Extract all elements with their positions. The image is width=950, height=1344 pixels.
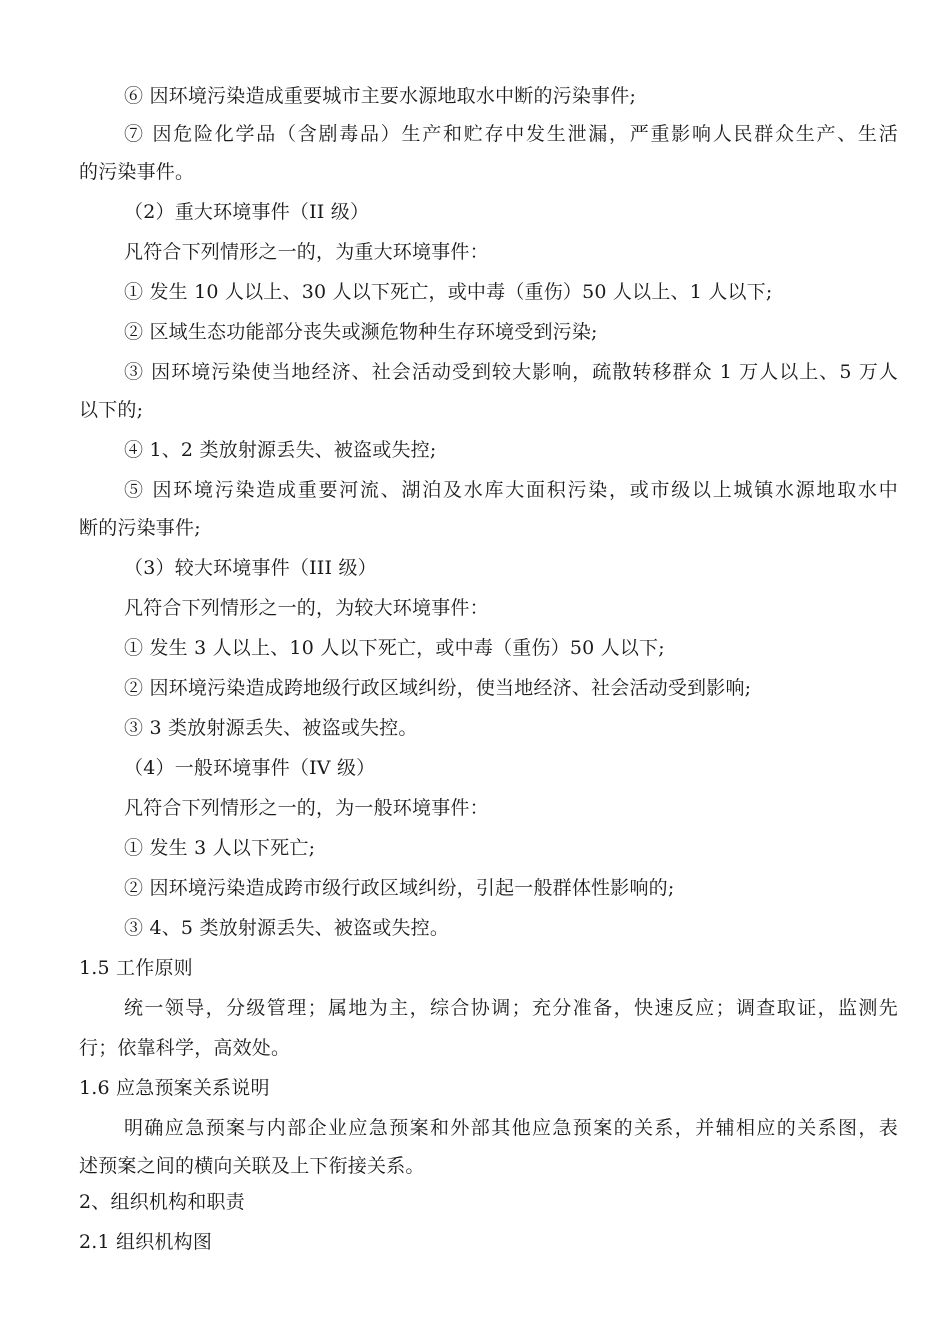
text-line-9: 以下的; <box>79 399 144 421</box>
text-line-14: 凡符合下列情形之一的，为较大环境事件： <box>124 597 489 619</box>
text-line-15: ① 发生 3 人以上、10 人以下死亡，或中毒（重伤）50 人以下; <box>124 637 665 659</box>
text-line-19: 凡符合下列情形之一的，为一般环境事件： <box>124 797 489 819</box>
text-line-17: ③ 3 类放射源丢失、被盗或失控。 <box>124 717 418 739</box>
text-line-27: 明确应急预案与内部企业应急预案和外部其他应急预案的关系，并辅相应的关系图，表 <box>124 1117 898 1139</box>
section-heading-2: 2、组织机构和职责 <box>79 1191 245 1213</box>
text-line-20: ① 发生 3 人以下死亡; <box>124 837 316 859</box>
text-line-16: ② 因环境污染造成跨地级行政区域纠纷，使当地经济、社会活动受到影响; <box>124 677 752 699</box>
text-line-10: ④ 1、2 类放射源丢失、被盗或失控; <box>124 439 437 461</box>
text-line-21: ② 因环境污染造成跨市级行政区域纠纷，引起一般群体性影响的; <box>124 877 675 899</box>
text-line-6: ① 发生 10 人以上、30 人以下死亡，或中毒（重伤）50 人以上、1 人以下; <box>124 281 773 303</box>
text-line-24: 统一领导，分级管理；属地为主，综合协调；充分准备，快速反应；调查取证，监测先 <box>124 997 898 1019</box>
section-heading-larger: （3）较大环境事件（III 级） <box>124 557 377 579</box>
text-line-12: 断的污染事件; <box>79 517 201 539</box>
section-heading-general: （4）一般环境事件（IV 级） <box>124 757 376 779</box>
section-heading-1-6: 1.6 应急预案关系说明 <box>79 1077 270 1099</box>
text-line-22: ③ 4、5 类放射源丢失、被盗或失控。 <box>124 917 450 939</box>
text-line-8: ③ 因环境污染使当地经济、社会活动受到较大影响，疏散转移群众 1 万人以上、5 万人 <box>124 361 898 383</box>
text-line-7: ② 区域生态功能部分丧失或濒危物种生存环境受到污染; <box>124 321 598 343</box>
text-line-1: ⑥ 因环境污染造成重要城市主要水源地取水中断的污染事件; <box>124 85 637 107</box>
text-line-11: ⑤ 因环境污染造成重要河流、湖泊及水库大面积污染，或市级以上城镇水源地取水中 <box>124 479 898 501</box>
text-line-5: 凡符合下列情形之一的，为重大环境事件： <box>124 241 489 263</box>
text-line-28: 述预案之间的横向关联及上下衔接关系。 <box>79 1155 425 1177</box>
text-line-25: 行；依靠科学，高效处。 <box>79 1037 291 1059</box>
text-line-3: 的污染事件。 <box>79 161 195 183</box>
section-heading-2-1: 2.1 组织机构图 <box>79 1231 213 1253</box>
section-heading-1-5: 1.5 工作原则 <box>79 957 193 979</box>
section-heading-major: （2）重大环境事件（II 级） <box>124 201 370 223</box>
text-line-2: ⑦ 因危险化学品（含剧毒品）生产和贮存中发生泄漏，严重影响人民群众生产、生活 <box>124 123 898 145</box>
